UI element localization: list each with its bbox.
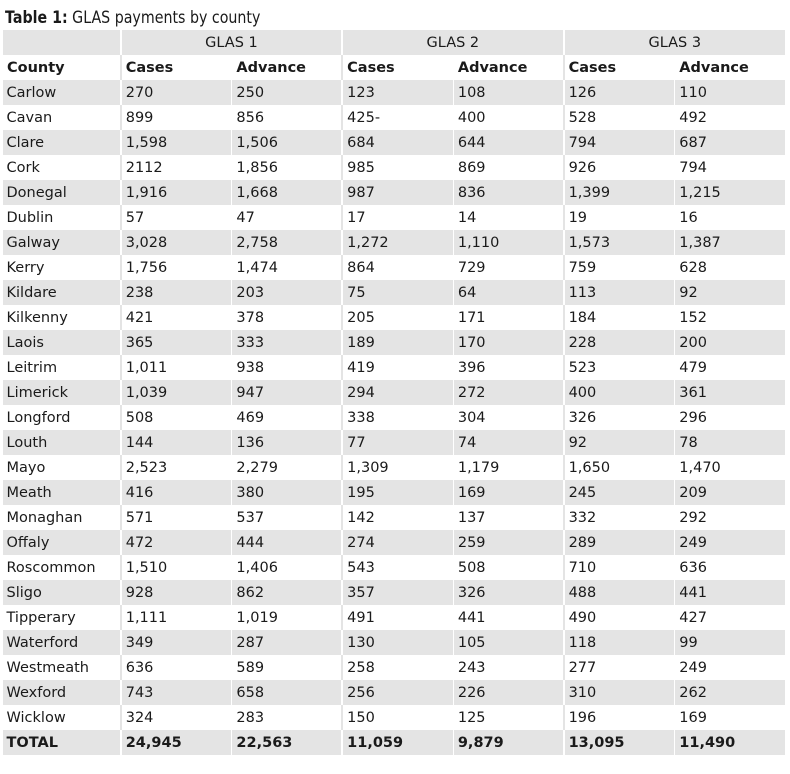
cell-glas1-cases: 3,028 [121, 230, 232, 255]
table-row [3, 105, 786, 130]
cell-glas3-advance: 687 [675, 130, 785, 155]
cell-glas2-cases: 419 [342, 355, 453, 380]
cell-glas3-cases: 289 [564, 530, 675, 555]
cell-glas3-cases: 1,573 [564, 230, 675, 255]
cell-county: Roscommon [3, 555, 121, 580]
cell-county: Kilkenny [3, 305, 121, 330]
cell-glas1-cases: 571 [121, 505, 232, 530]
cell-glas2-advance: 326 [453, 580, 563, 605]
cell-glas3-cases: 523 [564, 355, 675, 380]
cell-glas1-cases: 2112 [121, 155, 232, 180]
cell-glas1-cases: 238 [121, 280, 232, 305]
cell-glas3-advance: 492 [675, 105, 785, 130]
cell-glas1-advance: 136 [232, 430, 342, 455]
cell-glas3-advance: 16 [675, 205, 785, 230]
cell-glas1-advance: 283 [232, 705, 342, 730]
cell-glas2-advance: 869 [453, 155, 563, 180]
column-header-glas2-advance: Advance [453, 55, 563, 80]
cell-glas1-advance: 2,279 [232, 455, 342, 480]
cell-glas2-cases: 17 [342, 205, 453, 230]
cell-glas1-cases: 2,523 [121, 455, 232, 480]
table-row [3, 180, 786, 205]
cell-glas2-advance: 64 [453, 280, 563, 305]
total-glas3-cases: 13,095 [564, 730, 675, 755]
cell-county: Cork [3, 155, 121, 180]
cell-glas3-cases: 1,650 [564, 455, 675, 480]
cell-county: Louth [3, 430, 121, 455]
cell-glas2-cases: 258 [342, 655, 453, 680]
table-row [3, 555, 786, 580]
cell-glas2-cases: 205 [342, 305, 453, 330]
cell-glas2-cases: 425- [342, 105, 453, 130]
cell-glas3-advance: 249 [675, 655, 785, 680]
cell-glas3-advance: 479 [675, 355, 785, 380]
cell-glas2-cases: 357 [342, 580, 453, 605]
cell-glas3-advance: 1,470 [675, 455, 785, 480]
cell-glas3-advance: 1,387 [675, 230, 785, 255]
cell-glas1-cases: 743 [121, 680, 232, 705]
cell-county: Tipperary [3, 605, 121, 630]
table-body [3, 80, 786, 730]
cell-glas3-advance: 262 [675, 680, 785, 705]
cell-glas2-advance: 272 [453, 380, 563, 405]
cell-glas3-advance: 441 [675, 580, 785, 605]
cell-glas2-cases: 338 [342, 405, 453, 430]
cell-glas1-cases: 928 [121, 580, 232, 605]
cell-glas3-advance: 78 [675, 430, 785, 455]
cell-glas1-cases: 508 [121, 405, 232, 430]
cell-glas3-cases: 196 [564, 705, 675, 730]
cell-glas3-cases: 1,399 [564, 180, 675, 205]
column-header-row [3, 55, 786, 80]
table-row [3, 530, 786, 555]
cell-glas2-advance: 259 [453, 530, 563, 555]
cell-glas2-advance: 105 [453, 630, 563, 655]
cell-glas3-advance: 292 [675, 505, 785, 530]
cell-glas3-cases: 277 [564, 655, 675, 680]
cell-glas3-cases: 710 [564, 555, 675, 580]
column-header-county: County [3, 55, 121, 80]
cell-glas3-advance: 296 [675, 405, 785, 430]
cell-glas2-cases: 75 [342, 280, 453, 305]
cell-glas2-cases: 142 [342, 505, 453, 530]
cell-glas2-advance: 836 [453, 180, 563, 205]
cell-glas2-advance: 304 [453, 405, 563, 430]
cell-glas1-advance: 287 [232, 630, 342, 655]
table-row [3, 680, 786, 705]
cell-glas2-cases: 77 [342, 430, 453, 455]
cell-glas1-cases: 324 [121, 705, 232, 730]
table-row [3, 380, 786, 405]
total-glas3-advance: 11,490 [675, 730, 785, 755]
cell-county: Mayo [3, 455, 121, 480]
cell-glas1-advance: 658 [232, 680, 342, 705]
table-row [3, 455, 786, 480]
cell-glas2-advance: 125 [453, 705, 563, 730]
column-header-glas1-advance: Advance [232, 55, 342, 80]
cell-glas1-advance: 203 [232, 280, 342, 305]
cell-glas2-cases: 294 [342, 380, 453, 405]
cell-glas1-cases: 349 [121, 630, 232, 655]
cell-glas3-advance: 110 [675, 80, 785, 105]
cell-glas1-cases: 144 [121, 430, 232, 455]
cell-glas3-advance: 249 [675, 530, 785, 555]
cell-glas2-cases: 1,309 [342, 455, 453, 480]
table-row [3, 355, 786, 380]
cell-county: Galway [3, 230, 121, 255]
cell-county: Clare [3, 130, 121, 155]
group-header-blank [3, 30, 121, 55]
cell-glas1-advance: 856 [232, 105, 342, 130]
cell-glas3-advance: 427 [675, 605, 785, 630]
cell-county: Monaghan [3, 505, 121, 530]
cell-glas2-cases: 274 [342, 530, 453, 555]
cell-glas2-cases: 123 [342, 80, 453, 105]
cell-glas2-advance: 137 [453, 505, 563, 530]
cell-glas1-advance: 1,406 [232, 555, 342, 580]
table-caption-text: GLAS payments by county [67, 8, 261, 28]
table-row [3, 130, 786, 155]
cell-glas2-cases: 864 [342, 255, 453, 280]
cell-glas1-cases: 270 [121, 80, 232, 105]
cell-county: Leitrim [3, 355, 121, 380]
cell-glas2-cases: 684 [342, 130, 453, 155]
column-header-glas3-cases: Cases [564, 55, 675, 80]
cell-county: Limerick [3, 380, 121, 405]
cell-glas1-cases: 1,916 [121, 180, 232, 205]
table-row [3, 205, 786, 230]
cell-glas3-cases: 126 [564, 80, 675, 105]
table-caption-label: Table 1: [5, 8, 68, 28]
cell-glas1-advance: 1,668 [232, 180, 342, 205]
cell-glas3-cases: 310 [564, 680, 675, 705]
cell-glas3-advance: 1,215 [675, 180, 785, 205]
cell-glas2-cases: 150 [342, 705, 453, 730]
cell-glas3-advance: 361 [675, 380, 785, 405]
table-row [3, 430, 786, 455]
cell-glas1-cases: 365 [121, 330, 232, 355]
cell-glas2-advance: 644 [453, 130, 563, 155]
cell-county: Laois [3, 330, 121, 355]
cell-county: Cavan [3, 105, 121, 130]
cell-glas2-advance: 400 [453, 105, 563, 130]
cell-glas3-advance: 169 [675, 705, 785, 730]
cell-glas2-advance: 171 [453, 305, 563, 330]
cell-glas1-advance: 47 [232, 205, 342, 230]
cell-glas1-advance: 444 [232, 530, 342, 555]
cell-glas3-advance: 209 [675, 480, 785, 505]
cell-glas3-advance: 794 [675, 155, 785, 180]
cell-glas1-cases: 472 [121, 530, 232, 555]
cell-glas2-cases: 195 [342, 480, 453, 505]
cell-glas3-cases: 19 [564, 205, 675, 230]
cell-glas2-advance: 508 [453, 555, 563, 580]
cell-glas3-advance: 92 [675, 280, 785, 305]
cell-glas2-cases: 130 [342, 630, 453, 655]
cell-glas1-cases: 1,111 [121, 605, 232, 630]
cell-glas1-advance: 250 [232, 80, 342, 105]
cell-county: Kerry [3, 255, 121, 280]
cell-glas3-advance: 200 [675, 330, 785, 355]
cell-county: Sligo [3, 580, 121, 605]
cell-glas3-advance: 628 [675, 255, 785, 280]
cell-glas2-advance: 396 [453, 355, 563, 380]
table-row [3, 605, 786, 630]
cell-county: Offaly [3, 530, 121, 555]
table-row [3, 280, 786, 305]
cell-glas3-cases: 528 [564, 105, 675, 130]
cell-glas2-advance: 1,110 [453, 230, 563, 255]
cell-glas3-cases: 326 [564, 405, 675, 430]
total-glas1-cases: 24,945 [121, 730, 232, 755]
cell-county: Carlow [3, 80, 121, 105]
cell-glas1-cases: 636 [121, 655, 232, 680]
cell-glas1-advance: 1,019 [232, 605, 342, 630]
cell-glas1-advance: 1,856 [232, 155, 342, 180]
total-glas1-advance: 22,563 [232, 730, 342, 755]
cell-glas1-advance: 469 [232, 405, 342, 430]
total-row [3, 730, 786, 755]
table-row [3, 655, 786, 680]
cell-glas3-advance: 99 [675, 630, 785, 655]
cell-county: Donegal [3, 180, 121, 205]
cell-glas3-cases: 245 [564, 480, 675, 505]
cell-glas1-advance: 333 [232, 330, 342, 355]
cell-glas2-cases: 189 [342, 330, 453, 355]
total-label: TOTAL [3, 730, 121, 755]
cell-glas1-advance: 537 [232, 505, 342, 530]
cell-glas1-cases: 57 [121, 205, 232, 230]
cell-glas1-advance: 1,474 [232, 255, 342, 280]
column-header-glas3-advance: Advance [675, 55, 785, 80]
cell-glas3-cases: 490 [564, 605, 675, 630]
group-header-row [3, 30, 786, 55]
group-header-glas-1: GLAS 1 [121, 30, 342, 55]
table-row [3, 505, 786, 530]
cell-county: Dublin [3, 205, 121, 230]
cell-glas2-advance: 441 [453, 605, 563, 630]
cell-glas3-cases: 926 [564, 155, 675, 180]
cell-glas2-advance: 108 [453, 80, 563, 105]
cell-glas1-cases: 899 [121, 105, 232, 130]
cell-glas1-advance: 2,758 [232, 230, 342, 255]
glas-payments-table [2, 30, 785, 755]
cell-glas1-advance: 378 [232, 305, 342, 330]
cell-glas1-advance: 938 [232, 355, 342, 380]
cell-glas2-advance: 169 [453, 480, 563, 505]
cell-glas2-advance: 74 [453, 430, 563, 455]
cell-glas2-advance: 1,179 [453, 455, 563, 480]
table-row [3, 630, 786, 655]
cell-glas2-advance: 14 [453, 205, 563, 230]
cell-glas2-advance: 170 [453, 330, 563, 355]
cell-glas2-cases: 987 [342, 180, 453, 205]
cell-glas3-cases: 400 [564, 380, 675, 405]
cell-county: Meath [3, 480, 121, 505]
table-row [3, 305, 786, 330]
table-caption [5, 6, 260, 30]
cell-glas2-cases: 985 [342, 155, 453, 180]
cell-glas3-cases: 228 [564, 330, 675, 355]
cell-glas2-advance: 243 [453, 655, 563, 680]
cell-glas3-cases: 759 [564, 255, 675, 280]
cell-glas2-cases: 543 [342, 555, 453, 580]
cell-county: Waterford [3, 630, 121, 655]
cell-glas3-cases: 332 [564, 505, 675, 530]
cell-glas1-advance: 947 [232, 380, 342, 405]
table-row [3, 230, 786, 255]
cell-county: Wexford [3, 680, 121, 705]
cell-glas3-cases: 118 [564, 630, 675, 655]
cell-glas2-cases: 256 [342, 680, 453, 705]
cell-glas1-cases: 1,011 [121, 355, 232, 380]
cell-glas2-cases: 491 [342, 605, 453, 630]
cell-glas2-cases: 1,272 [342, 230, 453, 255]
cell-glas3-cases: 184 [564, 305, 675, 330]
cell-glas3-advance: 636 [675, 555, 785, 580]
column-header-glas1-cases: Cases [121, 55, 232, 80]
cell-glas3-advance: 152 [675, 305, 785, 330]
cell-glas1-advance: 1,506 [232, 130, 342, 155]
table-row [3, 405, 786, 430]
cell-glas1-advance: 380 [232, 480, 342, 505]
table-row [3, 580, 786, 605]
table-row [3, 255, 786, 280]
table-row [3, 80, 786, 105]
cell-glas1-cases: 1,756 [121, 255, 232, 280]
cell-glas1-cases: 416 [121, 480, 232, 505]
cell-county: Kildare [3, 280, 121, 305]
total-glas2-cases: 11,059 [342, 730, 453, 755]
cell-glas1-advance: 862 [232, 580, 342, 605]
cell-glas3-cases: 488 [564, 580, 675, 605]
table-row [3, 480, 786, 505]
table-row [3, 155, 786, 180]
table-row [3, 705, 786, 730]
cell-county: Longford [3, 405, 121, 430]
cell-glas2-advance: 226 [453, 680, 563, 705]
cell-glas1-cases: 1,598 [121, 130, 232, 155]
table-row [3, 330, 786, 355]
cell-county: Wicklow [3, 705, 121, 730]
cell-glas1-cases: 421 [121, 305, 232, 330]
cell-glas1-cases: 1,039 [121, 380, 232, 405]
cell-glas3-cases: 113 [564, 280, 675, 305]
cell-glas1-advance: 589 [232, 655, 342, 680]
cell-glas2-advance: 729 [453, 255, 563, 280]
cell-glas3-cases: 794 [564, 130, 675, 155]
cell-county: Westmeath [3, 655, 121, 680]
group-header-glas-3: GLAS 3 [564, 30, 785, 55]
total-glas2-advance: 9,879 [453, 730, 563, 755]
group-header-glas-2: GLAS 2 [342, 30, 563, 55]
cell-glas1-cases: 1,510 [121, 555, 232, 580]
column-header-glas2-cases: Cases [342, 55, 453, 80]
cell-glas3-cases: 92 [564, 430, 675, 455]
